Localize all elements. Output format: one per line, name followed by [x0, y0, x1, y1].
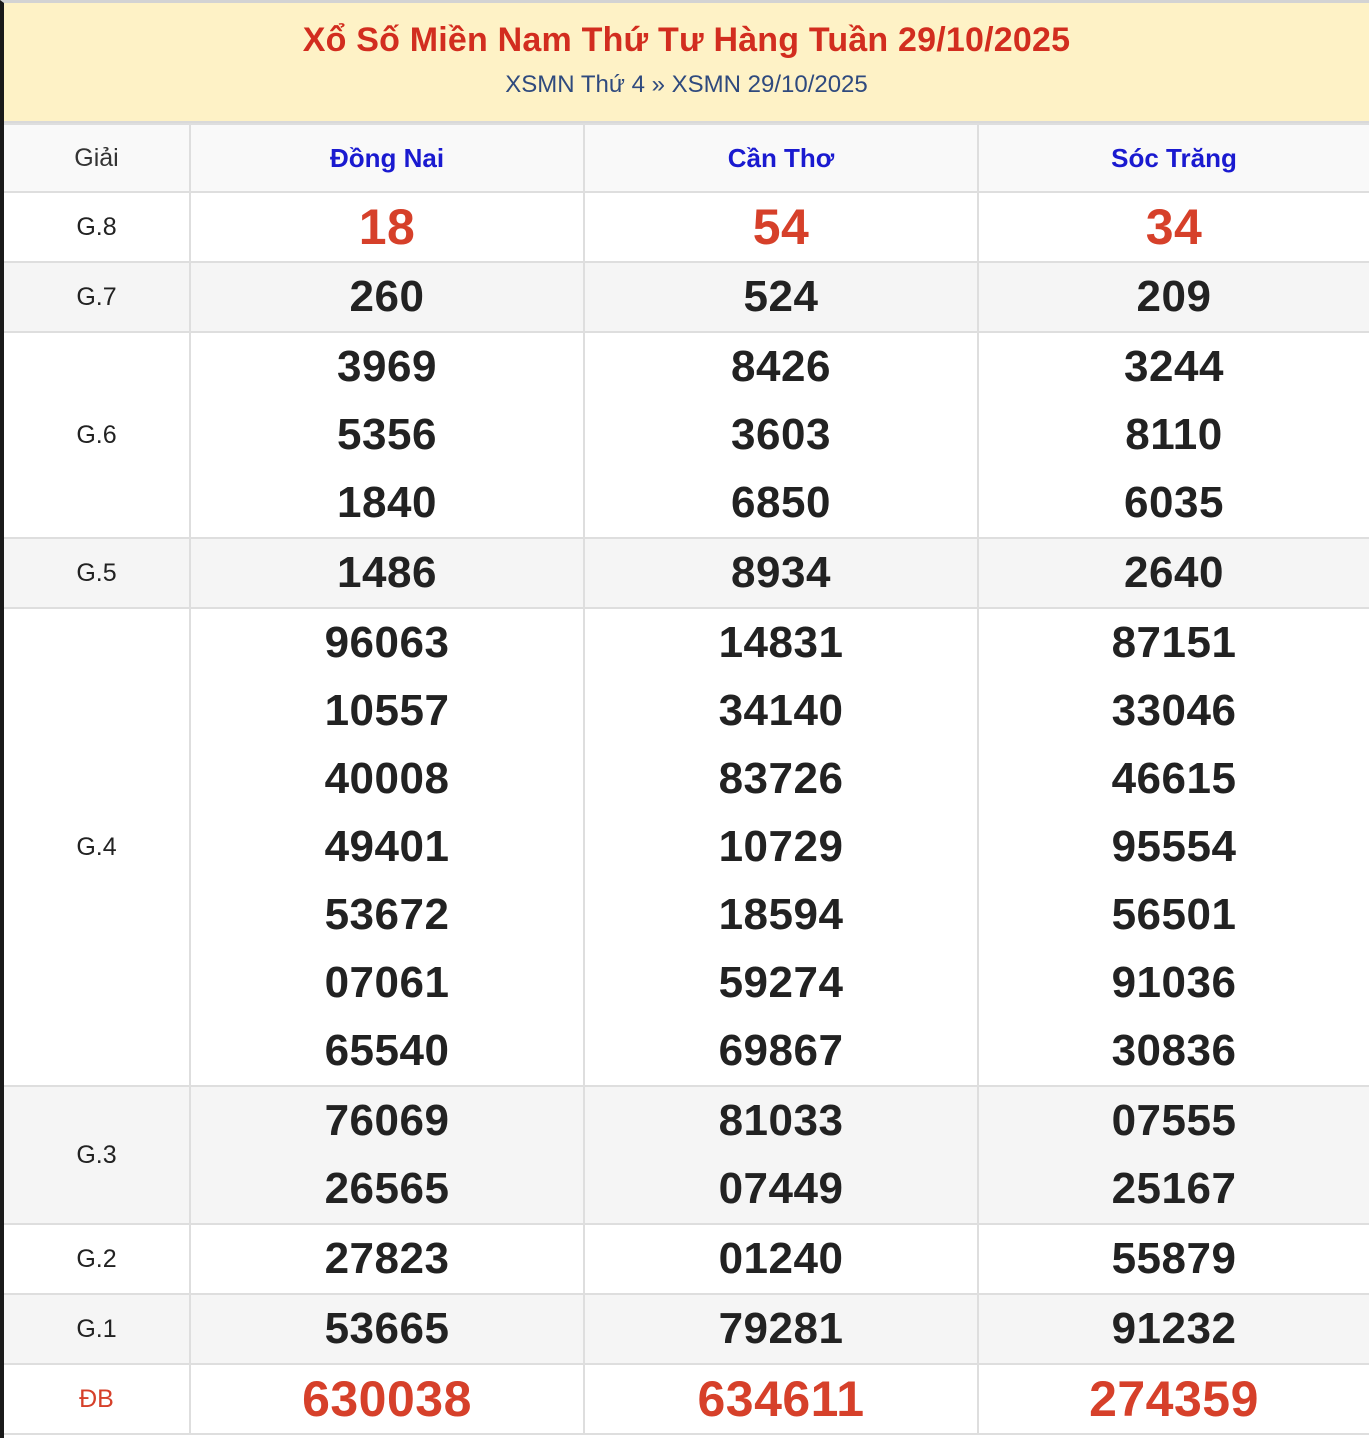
result-number: 54	[752, 199, 810, 255]
result-cell	[190, 1224, 584, 1294]
result-cell	[978, 538, 1369, 608]
table-row-g1	[4, 1294, 1369, 1364]
result-number: 69867	[718, 1026, 844, 1075]
prize-label: G.7	[4, 262, 190, 332]
result-cell	[190, 262, 584, 332]
result-cell	[584, 262, 978, 332]
result-cell	[190, 538, 584, 608]
result-cell	[978, 1224, 1369, 1294]
result-number: 8934	[731, 548, 831, 597]
result-cell	[190, 192, 584, 262]
result-number: 49401	[324, 822, 450, 871]
result-number: 27823	[324, 1234, 450, 1283]
result-number: 95554	[1111, 822, 1237, 871]
results-banner	[4, 3, 1369, 123]
table-row-g3	[4, 1086, 1369, 1224]
result-number: 55879	[1111, 1234, 1237, 1283]
result-number: 8426	[731, 342, 831, 391]
result-number: 96063	[324, 618, 450, 667]
result-number: 524	[743, 272, 819, 321]
result-number: 53672	[324, 890, 450, 939]
result-number: 10729	[718, 822, 844, 871]
result-number: 76069	[324, 1096, 450, 1145]
column-header-giai: Giải	[4, 124, 190, 192]
result-cell	[584, 192, 978, 262]
column-header-dong-nai[interactable]: Đồng Nai	[190, 124, 584, 192]
breadcrumb-separator-icon: »	[651, 71, 665, 98]
result-cell	[190, 1364, 584, 1434]
special-prize-number: 630038	[302, 1371, 472, 1427]
result-cell	[190, 1086, 584, 1224]
result-cell	[584, 608, 978, 1086]
result-number: 260	[349, 272, 425, 321]
results-table	[4, 123, 1369, 1435]
result-number: 81033	[718, 1096, 844, 1145]
result-number: 3603	[731, 410, 831, 459]
result-number: 59274	[718, 958, 844, 1007]
result-number: 79281	[718, 1304, 844, 1353]
result-cell	[190, 608, 584, 1086]
result-number: 30836	[1111, 1026, 1237, 1075]
result-number: 18	[358, 199, 416, 255]
result-number: 34	[1145, 199, 1203, 255]
column-header-can-tho[interactable]: Cần Thơ	[584, 124, 978, 192]
special-prize-number: 634611	[697, 1371, 865, 1427]
table-row-g7	[4, 262, 1369, 332]
result-cell	[584, 1224, 978, 1294]
result-cell	[978, 608, 1369, 1086]
result-number: 40008	[324, 754, 450, 803]
result-number: 65540	[324, 1026, 450, 1075]
result-cell	[584, 538, 978, 608]
result-cell	[978, 192, 1369, 262]
result-number: 07061	[324, 958, 450, 1007]
result-number: 26565	[324, 1164, 450, 1213]
result-number: 07555	[1111, 1096, 1237, 1145]
result-number: 46615	[1111, 754, 1237, 803]
result-number: 18594	[718, 890, 844, 939]
result-cell	[978, 1294, 1369, 1364]
result-number: 10557	[324, 686, 450, 735]
result-number: 3969	[337, 342, 437, 391]
result-number: 209	[1136, 272, 1212, 321]
table-row-g5	[4, 538, 1369, 608]
result-cell	[584, 1294, 978, 1364]
result-number: 3244	[1124, 342, 1224, 391]
result-number: 5356	[337, 410, 437, 459]
result-number: 1486	[337, 548, 437, 597]
result-number: 56501	[1111, 890, 1237, 939]
prize-label: G.2	[4, 1224, 190, 1294]
breadcrumb-link-xsmn-date[interactable]: XSMN 29/10/2025	[671, 71, 868, 98]
result-number: 25167	[1111, 1164, 1237, 1213]
result-number: 1840	[337, 478, 437, 527]
result-number: 8110	[1125, 410, 1223, 459]
result-number: 91036	[1111, 958, 1237, 1007]
result-number: 33046	[1111, 686, 1237, 735]
result-cell	[190, 1294, 584, 1364]
result-number: 6850	[731, 478, 831, 527]
table-row-g4	[4, 608, 1369, 1086]
table-row-g6	[4, 332, 1369, 538]
result-number: 6035	[1124, 478, 1224, 527]
column-header-soc-trang[interactable]: Sóc Trăng	[978, 124, 1369, 192]
prize-label-special: ĐB	[4, 1364, 190, 1434]
result-number: 01240	[718, 1234, 844, 1283]
prize-label: G.5	[4, 538, 190, 608]
result-number: 53665	[324, 1304, 450, 1353]
table-header-row	[4, 124, 1369, 192]
result-number: 07449	[718, 1164, 844, 1213]
result-cell	[190, 332, 584, 538]
result-number: 83726	[718, 754, 844, 803]
prize-label: G.3	[4, 1086, 190, 1224]
result-number: 2640	[1124, 548, 1224, 597]
result-cell	[584, 1086, 978, 1224]
result-cell	[978, 262, 1369, 332]
special-prize-number: 274359	[1089, 1371, 1259, 1427]
breadcrumb	[4, 70, 1369, 100]
prize-label: G.6	[4, 332, 190, 538]
result-cell	[584, 1364, 978, 1434]
page-title: Xổ Số Miền Nam Thứ Tư Hàng Tuần 29/10/2025	[302, 21, 1071, 59]
result-cell	[978, 1086, 1369, 1224]
result-number: 87151	[1111, 618, 1237, 667]
prize-label: G.8	[4, 192, 190, 262]
result-cell	[978, 332, 1369, 538]
result-cell	[584, 332, 978, 538]
table-row-special-prize	[4, 1364, 1369, 1434]
result-cell	[978, 1364, 1369, 1434]
table-row-g8	[4, 192, 1369, 262]
prize-label: G.4	[4, 608, 190, 1086]
result-number: 14831	[718, 618, 844, 667]
result-number: 34140	[718, 686, 844, 735]
prize-label: G.1	[4, 1294, 190, 1364]
result-number: 91232	[1111, 1304, 1237, 1353]
breadcrumb-link-xsmn-thu-4[interactable]: XSMN Thứ 4	[505, 71, 645, 98]
table-row-g2	[4, 1224, 1369, 1294]
